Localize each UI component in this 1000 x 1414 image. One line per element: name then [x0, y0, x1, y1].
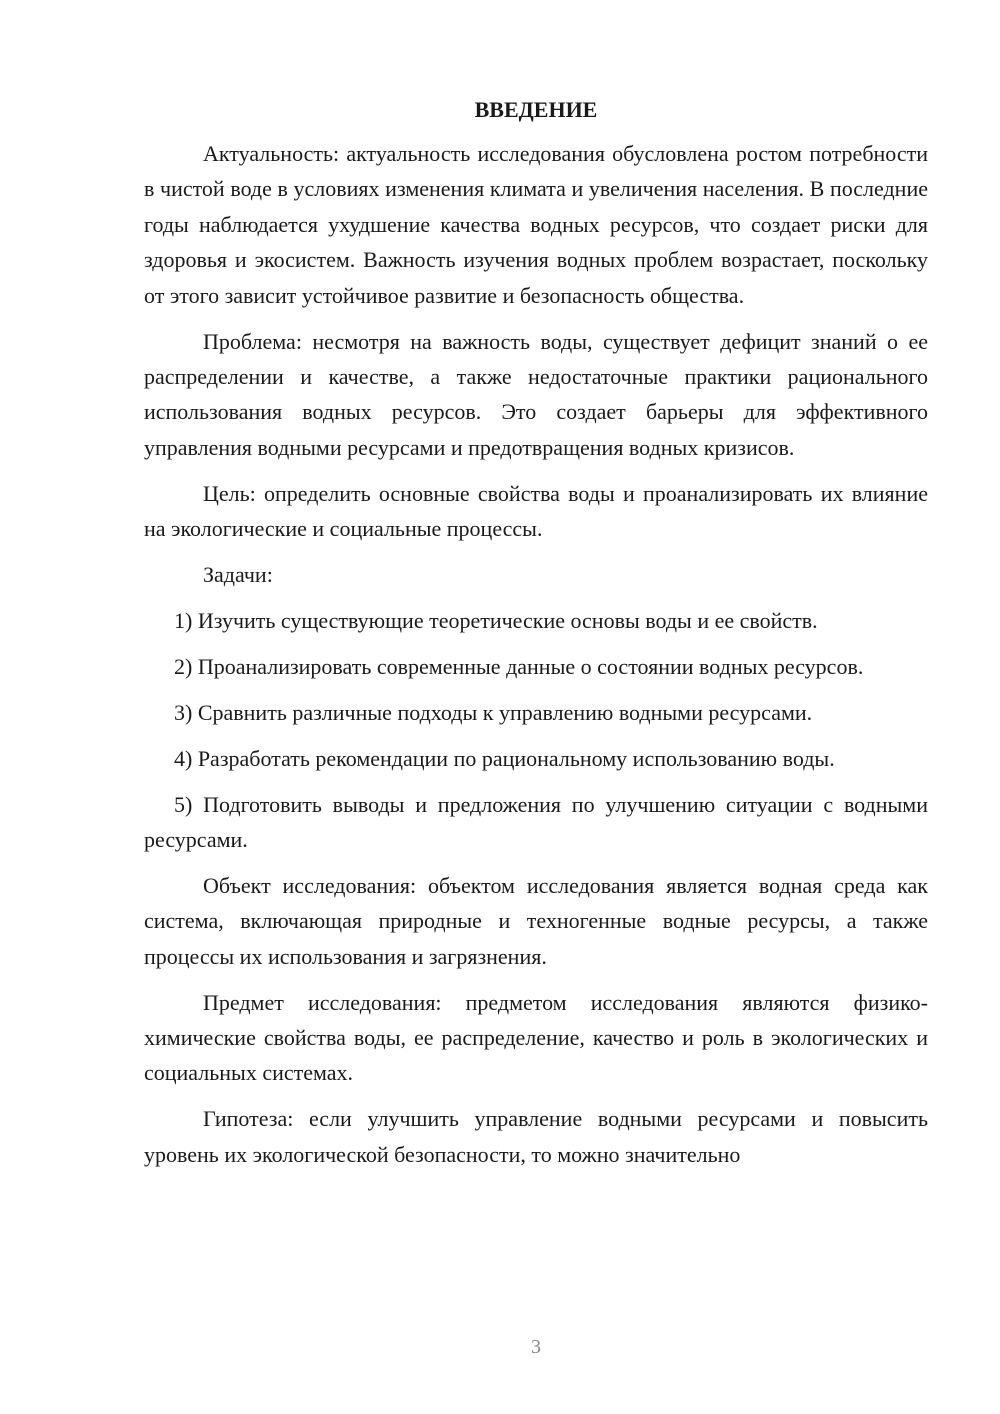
paragraph-hypothesis: Гипотеза: если улучшить управление водными ресурсами и повысить уровень их экологической безопасности, то можно значительно [144, 1106, 928, 1167]
section-title: ВВЕДЕНИЕ [474, 97, 598, 122]
task-item-4: 4) Разработать рекомендации по рациональному использованию воды. [174, 745, 835, 771]
task-item-1: 1) Изучить существующие теоретические основы воды и ее свойств. [174, 607, 818, 633]
paragraph-goal: Цель: определить основные свойства воды и проанализировать их влияние на экологические и социальные процессы. [144, 480, 928, 542]
paragraph-tasks-heading: Задачи: [203, 561, 273, 587]
paragraph-subject: Предмет исследования: предметом исследования являются физико-химические свойства воды, ее распределение, качество и роль в экологических и социальных системах. [144, 989, 928, 1086]
paragraph-object: Объект исследования: объектом исследования является водная среда как система, включающая природные и техногенные водные ресурсы, а также процессы их использования и загрязнения. [144, 872, 928, 969]
task-item-2: 2) Проанализировать современные данные о состоянии водных ресурсов. [174, 653, 864, 679]
paragraph-problem: Проблема: несмотря на важность воды, существует дефицит знаний о ее распределении и качестве, а также недостаточные практики рационального использования водных ресурсов. Это создает барьеры для эффективного управления водными ресурсами и предотвращения водных кризисов. [144, 328, 928, 460]
task-item-5: 5) Подготовить выводы и предложения по улучшению ситуации с водными ресурсами. [144, 791, 928, 852]
page-content [144, 92, 928, 1183]
paragraph-relevance: Актуальность: актуальность исследования обусловлена ростом потребности в чистой воде в условиях изменения климата и увеличения населения. В последние годы наблюдается ухудшение качества водных ресурсов, что создает риски для здоровья и экосистем. Важность изучения водных проблем возрастает, поскольку от этого зависит устойчивое развитие и безопасность общества. [144, 141, 928, 308]
page-number: 3 [531, 1336, 541, 1358]
task-item-3: 3) Сравнить различные подходы к управлению водными ресурсами. [174, 699, 813, 725]
